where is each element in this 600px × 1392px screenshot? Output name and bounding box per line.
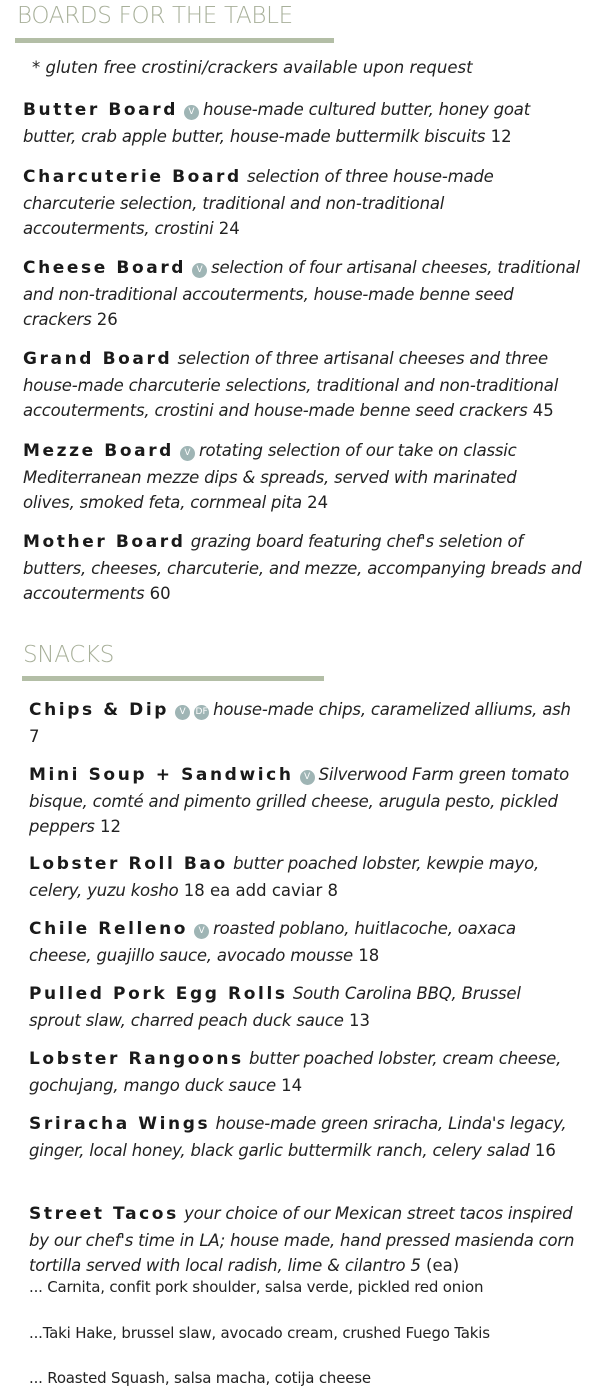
- item-description: butter poached lobster, kewpie mayo, celery, yuzu kosho: [29, 854, 540, 900]
- vegetarian-icon: V: [175, 705, 190, 720]
- item-price: 12: [99, 817, 121, 836]
- item-name: Charcuterie Board: [23, 167, 242, 187]
- item-name: Grand Board: [23, 349, 173, 369]
- item-name: Street Tacos: [29, 1204, 179, 1224]
- item-price: 18: [358, 945, 380, 965]
- item-price: 45: [532, 401, 554, 420]
- dairy-free-icon: DF: [194, 705, 209, 720]
- vegetarian-icon: V: [184, 105, 199, 120]
- item-price: 18 ea add caviar 8: [183, 880, 338, 900]
- section-divider: [15, 38, 334, 43]
- item-description: South Carolina BBQ, Brussel sprout slaw, charred peach duck sauce: [29, 984, 521, 1030]
- item-name: Butter Board: [23, 100, 179, 120]
- item-name: Chips & Dip: [29, 700, 170, 720]
- section-divider: [22, 676, 324, 681]
- item-description: selection of three artisanal cheeses and three house-made charcuterie selections, traditional and non-traditional accouterments, crostini and house-made benne seed crackers: [23, 349, 559, 420]
- item-price: 26: [96, 310, 118, 329]
- item-description: butter poached lobster, cream cheese, gochujang, mango duck sauce: [29, 1049, 562, 1095]
- menu-item-charcuterie-board: [23, 164, 523, 242]
- menu-item-butter-board: [23, 97, 583, 149]
- vegetarian-icon: V: [194, 924, 209, 939]
- menu-item-cheese-board: [23, 255, 583, 333]
- item-name: Chile Relleno: [29, 919, 189, 939]
- item-description: your choice of our Mexican street tacos inspired by our chef's time in LA; house made, hand pressed masienda corn tortilla served with local radish, lime & cilantro 5: [29, 1204, 575, 1275]
- item-price: 24: [218, 219, 240, 238]
- item-price: (ea): [426, 1256, 460, 1275]
- section-title-snacks: SNACKS: [23, 642, 115, 668]
- menu-item-grand-board: [23, 346, 588, 424]
- menu-item-street-tacos: [29, 1201, 589, 1279]
- menu-item-mezze-board: [23, 438, 563, 516]
- item-name: Cheese Board: [23, 258, 187, 278]
- item-name: Sriracha Wings: [29, 1114, 211, 1134]
- item-price: 12: [490, 126, 512, 146]
- item-name: Mother Board: [23, 532, 186, 552]
- item-name: Lobster Roll Bao: [29, 854, 228, 874]
- menu-item-chips-and-dip: [29, 697, 574, 749]
- item-description: selection of four artisanal cheeses, traditional and non-traditional accouterments, house-made benne seed crackers: [23, 258, 580, 329]
- item-description: house-made chips, caramelized alliums, ash: [213, 700, 571, 719]
- item-price: 60: [149, 584, 171, 603]
- item-name: Lobster Rangoons: [29, 1049, 244, 1069]
- taco-option-roasted-squash: ... Roasted Squash, salsa macha, cotija cheese: [29, 1369, 371, 1387]
- section-title-boards: BOARDS FOR THE TABLE: [17, 3, 293, 29]
- menu-item-mother-board: [23, 529, 583, 607]
- item-price: 14: [281, 1075, 303, 1095]
- item-name: Mini Soup + Sandwich: [29, 765, 294, 785]
- menu-item-lobster-rangoons: [29, 1046, 574, 1098]
- item-description: rotating selection of our take on classic Mediterranean mezze dips & spreads, served with marinated olives, smoked feta, cornmeal pita: [23, 441, 517, 512]
- item-name: Pulled Pork Egg Rolls: [29, 984, 288, 1004]
- item-description: house-made cultured butter, honey goat butter, crab apple butter, house-made buttermilk biscuits: [23, 100, 530, 146]
- item-description: Silverwood Farm green tomato bisque, comté and pimento grilled cheese, arugula pesto, pickled peppers: [29, 765, 570, 836]
- menu-item-chile-relleno: [29, 916, 559, 968]
- vegetarian-icon: V: [192, 263, 207, 278]
- item-price: 7: [29, 726, 40, 746]
- item-description: roasted poblano, huitlacoche, oaxaca cheese, guajillo sauce, avocado mousse: [29, 919, 516, 965]
- menu-item-lobster-roll-bao: [29, 851, 559, 903]
- menu-item-pulled-pork-egg-rolls: [29, 981, 549, 1033]
- item-price: 16: [534, 1140, 556, 1160]
- menu-item-mini-soup-sandwich: [29, 762, 574, 840]
- item-name: Mezze Board: [23, 441, 174, 461]
- vegetarian-icon: V: [180, 446, 195, 461]
- item-description: selection of three house-made charcuterie selection, traditional and non-traditional accouterments, crostini: [23, 167, 494, 238]
- taco-option-taki-hake: ...Taki Hake, brussel slaw, avocado cream, crushed Fuego Takis: [29, 1324, 490, 1342]
- item-description: house-made green sriracha, Linda's legacy, ginger, local honey, black garlic buttermilk ranch, celery salad: [29, 1114, 567, 1160]
- vegetarian-icon: V: [300, 770, 315, 785]
- gluten-free-note: * gluten free crostini/crackers available upon request: [32, 58, 473, 77]
- item-price: 24: [307, 493, 329, 512]
- menu-item-sriracha-wings: [29, 1111, 574, 1163]
- taco-option-carnita: ... Carnita, confit pork shoulder, salsa verde, pickled red onion: [29, 1278, 484, 1296]
- item-description: grazing board featuring chef's seletion of butters, cheeses, charcuterie, and mezze, accompanying breads and accouterments: [23, 532, 582, 603]
- item-price: 13: [348, 1010, 370, 1030]
